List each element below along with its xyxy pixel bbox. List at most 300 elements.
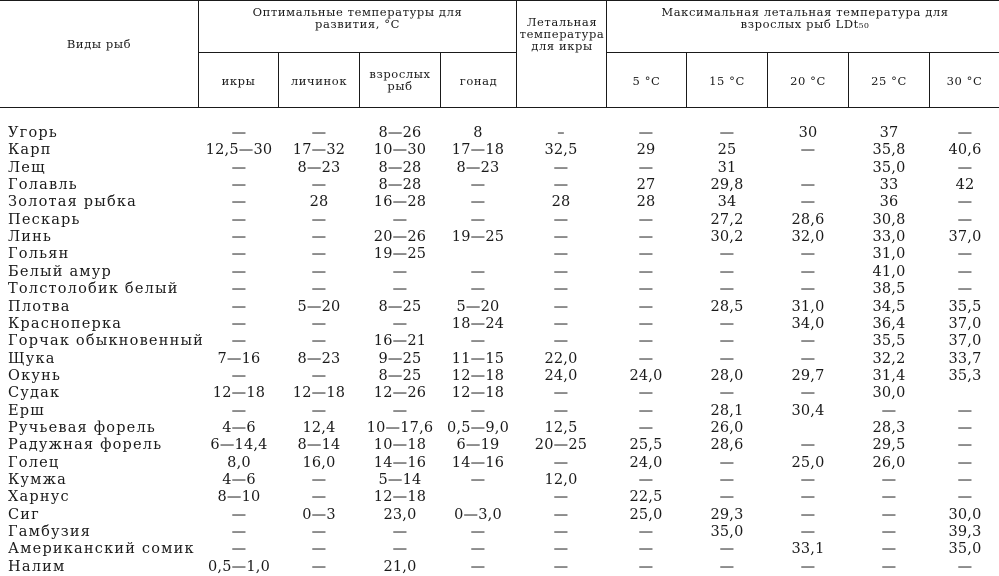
table-cell: — [553, 159, 569, 176]
table-cell: 18—24 [451, 315, 505, 332]
table-cell: 8—23 [297, 350, 341, 367]
table-cell: — [311, 211, 327, 228]
table-cell: — [553, 315, 569, 332]
table-cell: — [553, 524, 569, 541]
species-name: Харнус [8, 489, 70, 506]
table-cell: 8—23 [297, 159, 341, 176]
table-cell: 31,4 [872, 367, 906, 384]
table-cell: — [957, 437, 973, 454]
table-cell: 11—15 [451, 350, 505, 367]
table-cell: — [957, 419, 973, 436]
table-cell: — [311, 125, 327, 141]
table-cell: 4—6 [222, 472, 256, 488]
table-cell: — [957, 194, 973, 211]
species-name: Сиг [8, 506, 40, 523]
table-cell: 12—18 [451, 385, 505, 402]
table-cell: — [231, 315, 247, 332]
species-name: Щука [8, 350, 56, 367]
table-cell: 12—18 [292, 385, 346, 402]
table-cell: — [957, 125, 973, 141]
header-max-group: Максимальная летальная температура для взрослых рыб LDt₅₀ [661, 5, 949, 31]
table-cell: — [553, 541, 569, 558]
table-cell: — [638, 315, 654, 332]
table-cell: — [231, 281, 247, 298]
table-cell: 37,0 [948, 333, 982, 350]
table-cell: 17—32 [292, 142, 346, 159]
table-cell: — [638, 472, 654, 488]
table-cell: 0,5—9,0 [446, 419, 510, 436]
table-cell: — [311, 177, 327, 194]
table-cell: — [719, 558, 735, 575]
table-cell: 0,5—1,0 [207, 558, 271, 575]
table-cell: — [231, 541, 247, 558]
species-name: Гамбузия [8, 524, 92, 541]
table-cell: — [881, 524, 897, 541]
header-optimal-group: Оптимальные температуры для развития, °С [252, 5, 463, 31]
table-cell: — [553, 263, 569, 280]
table-cell: — [553, 333, 569, 350]
table-cell: — [638, 159, 654, 176]
table-cell: — [719, 350, 735, 367]
table-cell: 26,0 [872, 454, 906, 471]
table-cell: 37,0 [948, 315, 982, 332]
table-cell: — [231, 263, 247, 280]
table-cell: — [231, 246, 247, 263]
table-cell: — [719, 281, 735, 298]
table-cell: — [311, 281, 327, 298]
species-name: Пескарь [8, 211, 81, 228]
table-cell: — [553, 177, 569, 194]
table-cell: — [470, 524, 486, 541]
subheader-max-1: 15 °С [709, 74, 745, 88]
species-name: Ручьевая форель [8, 419, 156, 436]
table-cell: — [638, 333, 654, 350]
table-cell: 35,5 [948, 298, 982, 315]
table-cell: — [311, 367, 327, 384]
table-cell: 40,6 [948, 142, 982, 159]
table-cell: — [311, 558, 327, 575]
table-cell: — [231, 177, 247, 194]
table-cell: 20—25 [534, 437, 588, 454]
table-cell: 31,0 [872, 246, 906, 263]
table-cell: — [638, 385, 654, 402]
table-cell: 27,2 [710, 211, 744, 228]
table-cell: — [311, 541, 327, 558]
table-cell: — [800, 246, 816, 263]
subheader-optimal-1: личинок [290, 74, 348, 88]
table-cell: 20—26 [373, 229, 427, 246]
table-cell: 10—17,6 [366, 419, 434, 436]
table-cell: 31 [717, 159, 737, 176]
table-cell: 35,0 [710, 524, 744, 541]
table-cell: — [800, 350, 816, 367]
table-cell: — [719, 541, 735, 558]
table-cell: 28,3 [872, 419, 906, 436]
table-cell: 35,3 [948, 367, 982, 384]
table-cell: — [231, 229, 247, 246]
table-cell: 39,3 [948, 524, 982, 541]
table-cell: 12,0 [544, 472, 578, 488]
table-cell: — [638, 246, 654, 263]
table-cell: 31,0 [791, 298, 825, 315]
table-cell: — [231, 159, 247, 176]
table-cell: 35,0 [948, 541, 982, 558]
table-cell: — [470, 194, 486, 211]
table-cell: — [311, 333, 327, 350]
table-cell: 25,0 [629, 506, 663, 523]
table-cell: — [231, 125, 247, 141]
table-cell: 36,4 [872, 315, 906, 332]
table-cell: 12—18 [212, 385, 266, 402]
vline-species [198, 0, 199, 107]
table-cell: — [881, 402, 897, 419]
table-cell: 28,6 [791, 211, 825, 228]
table-cell: — [800, 524, 816, 541]
table-cell: — [311, 489, 327, 506]
table-cell: 30,2 [710, 229, 744, 246]
table-cell: — [392, 524, 408, 541]
table-cell: — [719, 385, 735, 402]
table-cell: — [800, 142, 816, 159]
table-cell: — [392, 541, 408, 558]
table-cell: 34 [717, 194, 737, 211]
table-cell: — [311, 524, 327, 541]
table-cell: 10—30 [373, 142, 427, 159]
table-cell: 28,6 [710, 437, 744, 454]
table-cell: 24,0 [544, 367, 578, 384]
table-cell: — [392, 315, 408, 332]
table-cell: — [957, 211, 973, 228]
table-cell: — [392, 402, 408, 419]
subheader-optimal-2: взрослых рыб [369, 67, 431, 93]
table-cell: 29,7 [791, 367, 825, 384]
table-cell: 28,1 [710, 402, 744, 419]
table-cell: — [881, 541, 897, 558]
table-cell: — [311, 472, 327, 488]
table-cell: — [470, 333, 486, 350]
table-cell: 14—16 [373, 454, 427, 471]
table-cell: — [553, 211, 569, 228]
table-cell: 8—28 [378, 177, 422, 194]
table-cell: 0—3 [302, 506, 336, 523]
table-cell: — [311, 315, 327, 332]
header-lethal-eggs: Летальная температура для икры [519, 15, 605, 53]
species-name: Налим [8, 558, 66, 575]
table-cell: — [231, 194, 247, 211]
table-cell: — [957, 159, 973, 176]
table-cell: — [719, 315, 735, 332]
table-cell: 32,5 [544, 142, 578, 159]
table-cell: 21,0 [383, 558, 417, 575]
species-name: Радужная форель [8, 437, 163, 454]
table-cell: 30,0 [872, 385, 906, 402]
table-cell: 25 [717, 142, 737, 159]
species-name: Плотва [8, 298, 71, 315]
table-cell: — [800, 472, 816, 488]
table-cell: — [231, 367, 247, 384]
species-name: Кумжа [8, 472, 68, 488]
table-cell: — [957, 454, 973, 471]
species-name: Окунь [8, 367, 62, 384]
header-species: Виды рыб [66, 37, 132, 51]
table-cell: — [881, 558, 897, 575]
table-cell: 29,3 [710, 506, 744, 523]
table-cell: — [957, 489, 973, 506]
table-cell: — [800, 263, 816, 280]
table-cell: — [553, 246, 569, 263]
table-cell: — [231, 298, 247, 315]
table-cell: 29,5 [872, 437, 906, 454]
table-cell: — [719, 333, 735, 350]
table-cell: 24,0 [629, 367, 663, 384]
table-cell: — [881, 472, 897, 488]
table-cell: 28 [309, 194, 329, 211]
table-cell: — [638, 281, 654, 298]
table-cell: — [638, 524, 654, 541]
table-cell: — [553, 506, 569, 523]
table-cell: 19—25 [373, 246, 427, 263]
table-cell: 32,2 [872, 350, 906, 367]
table-cell: — [800, 437, 816, 454]
table-cell: 30 [798, 125, 818, 141]
table-cell: — [957, 402, 973, 419]
table-cell: 12,4 [302, 419, 336, 436]
table-cell: — [719, 263, 735, 280]
table-cell: — [957, 246, 973, 263]
table-cell: 12,5—30 [205, 142, 273, 159]
table-cell: — [311, 402, 327, 419]
table-cell: — [231, 333, 247, 350]
table-cell: — [392, 281, 408, 298]
species-name: Голец [8, 454, 60, 471]
table-cell: 5—14 [378, 472, 422, 488]
table-cell: 33,0 [872, 229, 906, 246]
table-cell: 35,8 [872, 142, 906, 159]
table-cell: 5—20 [297, 298, 341, 315]
table-cell: 12—18 [451, 367, 505, 384]
table-cell: 34,0 [791, 315, 825, 332]
table-cell: — [957, 281, 973, 298]
table-cell: — [800, 489, 816, 506]
table-cell: 29 [636, 142, 656, 159]
table-cell: 8—10 [217, 489, 261, 506]
table-cell: 10—18 [373, 437, 427, 454]
table-cell: — [231, 524, 247, 541]
table-cell: 12—18 [373, 489, 427, 506]
table-cell: 17—18 [451, 142, 505, 159]
table-cell: 33,7 [948, 350, 982, 367]
table-cell: 36 [879, 194, 899, 211]
table-cell: 6—14,4 [210, 437, 268, 454]
table-cell: 41,0 [872, 263, 906, 280]
table-cell: 37 [879, 125, 899, 141]
table-cell: — [719, 472, 735, 488]
table-cell: 28,0 [710, 367, 744, 384]
table-cell: — [638, 419, 654, 436]
table-cell: 25,0 [791, 454, 825, 471]
table-cell: — [800, 558, 816, 575]
table-cell: — [719, 125, 735, 141]
table-cell: — [470, 558, 486, 575]
table-cell: 5—20 [456, 298, 500, 315]
table-cell: — [719, 454, 735, 471]
table-cell: — [881, 489, 897, 506]
table-cell: 12—26 [373, 385, 427, 402]
species-name: Красноперка [8, 315, 123, 332]
table-cell: 14—16 [451, 454, 505, 471]
table-cell: 8,0 [227, 454, 251, 471]
table-cell: — [638, 229, 654, 246]
table-cell: 28,5 [710, 298, 744, 315]
table-cell: — [800, 177, 816, 194]
table-cell: 16,0 [302, 454, 336, 471]
table-cell: — [470, 541, 486, 558]
table-cell: — [392, 263, 408, 280]
table-cell: — [638, 211, 654, 228]
table-cell: 0—3,0 [454, 506, 502, 523]
table-cell: — [231, 402, 247, 419]
table-cell: 30,4 [791, 402, 825, 419]
table-cell: – [557, 125, 565, 141]
species-name: Горчак обыкновенный [8, 333, 205, 350]
table-cell: — [392, 211, 408, 228]
table-cell: 24,0 [629, 454, 663, 471]
table-cell: 8—25 [378, 298, 422, 315]
vline-lethal-left [516, 0, 517, 107]
table-cell: 32,0 [791, 229, 825, 246]
table-cell: — [311, 246, 327, 263]
table-cell: 30,0 [948, 506, 982, 523]
table-cell: — [553, 454, 569, 471]
table-cell: — [800, 385, 816, 402]
species-name: Карп [8, 142, 52, 159]
table-cell: 8—23 [456, 159, 500, 176]
table-cell: 8—28 [378, 159, 422, 176]
table-cell: 6—19 [456, 437, 500, 454]
table-cell: — [638, 558, 654, 575]
species-name: Лещ [8, 159, 46, 176]
table-cell: — [553, 558, 569, 575]
table-cell: — [957, 558, 973, 575]
table-cell: — [881, 506, 897, 523]
table-cell: 27 [636, 177, 656, 194]
species-name: Линь [8, 229, 53, 246]
table-cell: 33,1 [791, 541, 825, 558]
table-cell: — [638, 263, 654, 280]
table-cell: 33 [879, 177, 899, 194]
table-cell: 42 [955, 177, 975, 194]
table-cell: — [470, 472, 486, 488]
species-name: Американский сомик [8, 541, 195, 558]
table-cell: 34,5 [872, 298, 906, 315]
table-cell: — [638, 298, 654, 315]
table-cell: 29,8 [710, 177, 744, 194]
table-cell: 37,0 [948, 229, 982, 246]
table-cell: — [231, 506, 247, 523]
table-cell: 16—21 [373, 333, 427, 350]
table-cell: 38,5 [872, 281, 906, 298]
table-cell: 22,5 [629, 489, 663, 506]
table-cell: — [553, 229, 569, 246]
table-cell: 8 [473, 125, 483, 141]
table-cell: — [638, 541, 654, 558]
subheader-max-4: 30 °С [946, 74, 983, 88]
table-cell: — [719, 246, 735, 263]
table-cell: 22,0 [544, 350, 578, 367]
species-name: Толстолобик белый [8, 281, 179, 298]
table-cell: — [470, 281, 486, 298]
top-rule [0, 0, 999, 1]
table-cell: 8—26 [378, 125, 422, 141]
species-name: Гольян [8, 246, 70, 263]
table-cell: — [231, 211, 247, 228]
table-cell: — [800, 506, 816, 523]
vline-lethal-right [606, 0, 607, 107]
species-name: Голавль [8, 177, 78, 194]
table-cell: — [800, 333, 816, 350]
subheader-optimal-3: гонад [459, 74, 498, 88]
table-cell: — [800, 281, 816, 298]
table-cell: — [311, 263, 327, 280]
subheader-max-2: 20 °С [790, 74, 826, 88]
optimal-group-underline [198, 52, 516, 53]
table-cell: — [553, 298, 569, 315]
table-cell: — [470, 177, 486, 194]
subheader-optimal-0: икры [221, 74, 256, 88]
table-cell: — [638, 402, 654, 419]
table-cell: — [957, 263, 973, 280]
table-cell: 28 [636, 194, 656, 211]
table-cell: 8—14 [297, 437, 341, 454]
max-group-underline [607, 52, 999, 53]
table-cell: 25,5 [629, 437, 663, 454]
table-cell: — [311, 229, 327, 246]
table-cell: 4—6 [222, 419, 256, 436]
table-cell: 12,5 [544, 419, 578, 436]
table-cell: — [638, 350, 654, 367]
table-cell: — [470, 402, 486, 419]
table-cell: 19—25 [451, 229, 505, 246]
table-cell: — [719, 489, 735, 506]
table-cell: 7—16 [217, 350, 261, 367]
table-cell: — [553, 281, 569, 298]
species-name: Белый амур [8, 263, 112, 280]
table-cell: 30,8 [872, 211, 906, 228]
table-cell: — [470, 263, 486, 280]
table-cell: — [470, 211, 486, 228]
table-cell: 8—25 [378, 367, 422, 384]
subheader-max-3: 25 °С [871, 74, 907, 88]
table-cell: — [553, 385, 569, 402]
species-name: Золотая рыбка [8, 194, 137, 211]
table-cell: 35,5 [872, 333, 906, 350]
table-cell: — [553, 489, 569, 506]
table-cell: 28 [551, 194, 571, 211]
table-cell: 26,0 [710, 419, 744, 436]
species-name: Ерш [8, 402, 45, 419]
species-name: Судак [8, 385, 61, 402]
table-cell: 35,0 [872, 159, 906, 176]
table-cell: 23,0 [383, 506, 417, 523]
header-bottom-rule [0, 107, 999, 108]
table-cell: — [638, 125, 654, 141]
table-cell: 9—25 [378, 350, 422, 367]
table-cell: — [957, 472, 973, 488]
table-cell: 16—28 [373, 194, 427, 211]
table-cell: — [553, 402, 569, 419]
table-cell: — [800, 194, 816, 211]
species-name: Угорь [8, 125, 58, 141]
